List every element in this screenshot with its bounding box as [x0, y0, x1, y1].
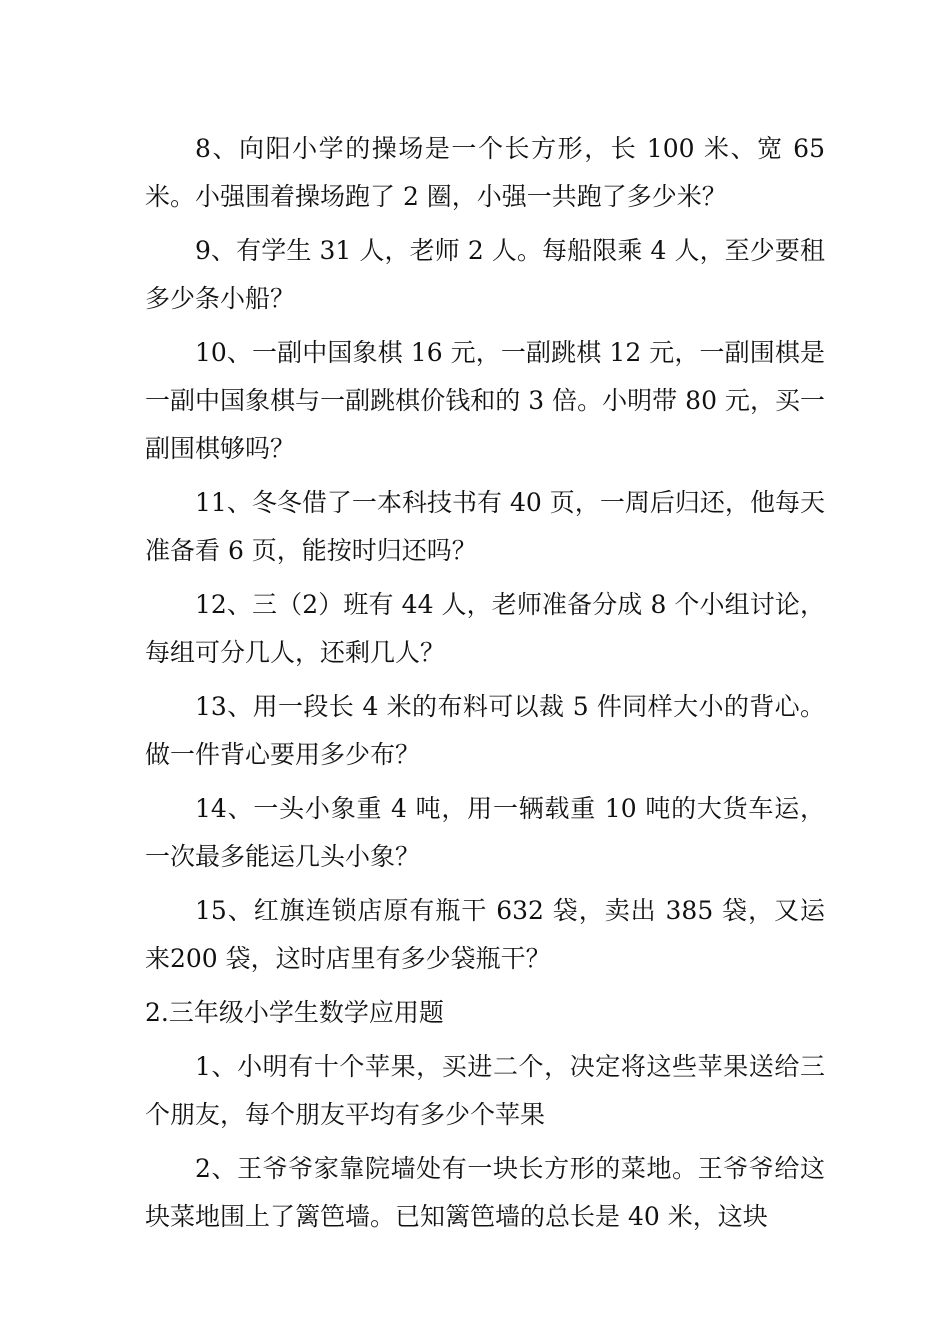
- problem-11: 11、冬冬借了一本科技书有 40 页，一周后归还，他每天准备看 6 页，能按时归还吗？: [145, 488, 825, 565]
- document-body: [145, 125, 825, 1247]
- section-heading: 2.三年级小学生数学应用题: [145, 998, 444, 1027]
- section2-problem-2: 2、王爷爷家靠院墙处有一块长方形的菜地。王爷爷给这块菜地围上了篱笆墙。已知篱笆墙的总长是 40 米，这块: [145, 1154, 825, 1231]
- section2-problem-1: 1、小明有十个苹果，买进二个，决定将这些苹果送给三个朋友，每个朋友平均有多少个苹果: [145, 1052, 825, 1129]
- problem-15: 15、红旗连锁店原有瓶干 632 袋，卖出 385 袋，又运来200 袋，这时店里有多少袋瓶干？: [145, 896, 825, 973]
- problem-10: 10、一副中国象棋 16 元，一副跳棋 12 元，一副围棋是一副中国象棋与一副跳棋价钱和的 3 倍。小明带 80 元，买一副围棋够吗？: [145, 338, 825, 463]
- problem-8: 8、向阳小学的操场是一个长方形，长 100 米、宽 65 米。小强围着操场跑了 2 圈，小强一共跑了多少米？: [145, 134, 825, 211]
- problem-9: 9、有学生 31 人，老师 2 人。每船限乘 4 人，至少要租多少条小船？: [145, 236, 825, 313]
- problem-14: 14、一头小象重 4 吨，用一辆载重 10 吨的大货车运，一次最多能运几头小象？: [145, 794, 825, 871]
- problem-13: 13、用一段长 4 米的布料可以裁 5 件同样大小的背心。做一件背心要用多少布？: [145, 692, 825, 769]
- problem-12: 12、三（2）班有 44 人，老师准备分成 8 个小组讨论，每组可分几人，还剩几人？: [145, 590, 825, 667]
